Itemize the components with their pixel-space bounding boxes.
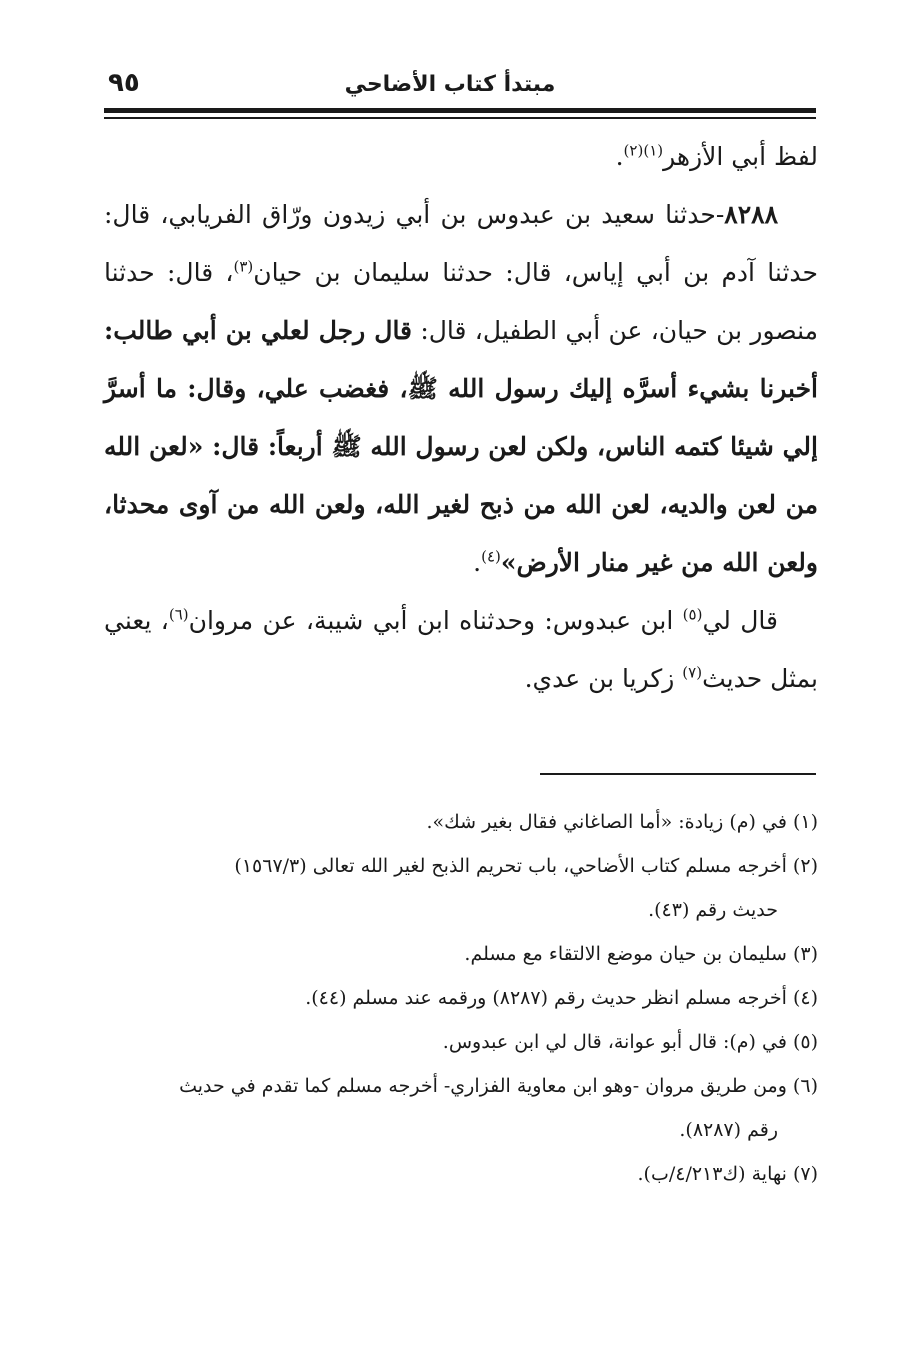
footnote-4: (٤) أخرجه مسلم انظر حديث رقم (٨٢٨٧) ورقمه عند مسلم (٤٤).: [305, 987, 818, 1009]
text-run: -حدثنا سعيد بن عبدوس بن أبي زيدون ورّاق الفريابي، قال: حدثنا آدم بن أبي إياس، قال: حدثنا سليمان بن حيان: [104, 200, 818, 287]
footnote-ref[interactable]: (٧): [682, 663, 703, 682]
text-run: زكريا بن عدي.: [524, 664, 683, 693]
footnote-ref[interactable]: (٦): [168, 605, 189, 624]
footnote-ref[interactable]: (٥): [682, 605, 703, 624]
footnote-1: (١) في (م) زيادة: «أما الصاغاني فقال بغير شك».: [426, 811, 818, 833]
text-run: .: [473, 548, 482, 577]
footnote-3: (٣) سليمان بن حيان موضع الالتقاء مع مسلم.: [464, 943, 818, 965]
running-header-title: مبتدأ كتاب الأضاحي: [344, 72, 556, 97]
text-run: ابن عبدوس: وحدثناه ابن أبي شيبة، عن مروان: [188, 606, 683, 635]
text-run: قال لي: [702, 606, 778, 635]
chain-paragraph: [104, 592, 818, 708]
footnote-6-continuation: رقم (٨٢٨٧).: [679, 1119, 778, 1141]
footnote-ref[interactable]: (٤): [481, 547, 501, 566]
footnote-2-continuation: حديث رقم (٤٣).: [648, 899, 778, 921]
text-run: ، يعني بمثل حديث: [104, 606, 818, 693]
footnote-2: (٢) أخرجه مسلم كتاب الأضاحي، باب تحريم الذبح لغير الله تعالى (١٥٦٧/٣): [234, 855, 818, 877]
paragraph-continuation: [104, 128, 818, 186]
footnote-separator: [540, 773, 816, 775]
page-number: ٩٥: [108, 68, 140, 98]
hadith-paragraph: [104, 186, 818, 592]
main-text: [104, 128, 818, 708]
footnote-ref[interactable]: (٣): [233, 257, 254, 276]
footnotes: [104, 800, 818, 1196]
hadith-matn: قال رجل لعلي بن أبي طالب: أخبرنا بشيء أسرَّه إليك رسول الله ﷺ، فغضب علي، وقال: ما أسرَّ إلي شيئا كتمه الناس، ولكن لعن رسول الله ﷺ أربعاً: قال: «لعن الله من لعن والديه، لعن الله من ذبح لغير الله، ولعن الله من آوى محدثا، ولعن الله من غير منار الأرض»: [104, 316, 818, 577]
footnote-7: (٧) نهاية (ك٤/٢١٣/ب).: [637, 1163, 818, 1185]
hadith-number: ٨٢٨٨: [724, 200, 778, 229]
text-run: .: [615, 142, 624, 171]
footnote-5: (٥) في (م): قال أبو عوانة، قال لي ابن عبدوس.: [442, 1031, 818, 1053]
header-rule-thick: [104, 108, 816, 113]
text-run: ، قال: حدثنا منصور بن حيان، عن أبي الطفيل، قال:: [104, 258, 819, 345]
header-rule-thin: [104, 117, 816, 119]
footnote-ref[interactable]: (١)(٢): [623, 141, 664, 160]
text-run: لفظ أبي الأزهر: [663, 142, 818, 171]
footnote-6: (٦) ومن طريق مروان -وهو ابن معاوية الفزاري- أخرجه مسلم كما تقدم في حديث: [179, 1075, 818, 1097]
